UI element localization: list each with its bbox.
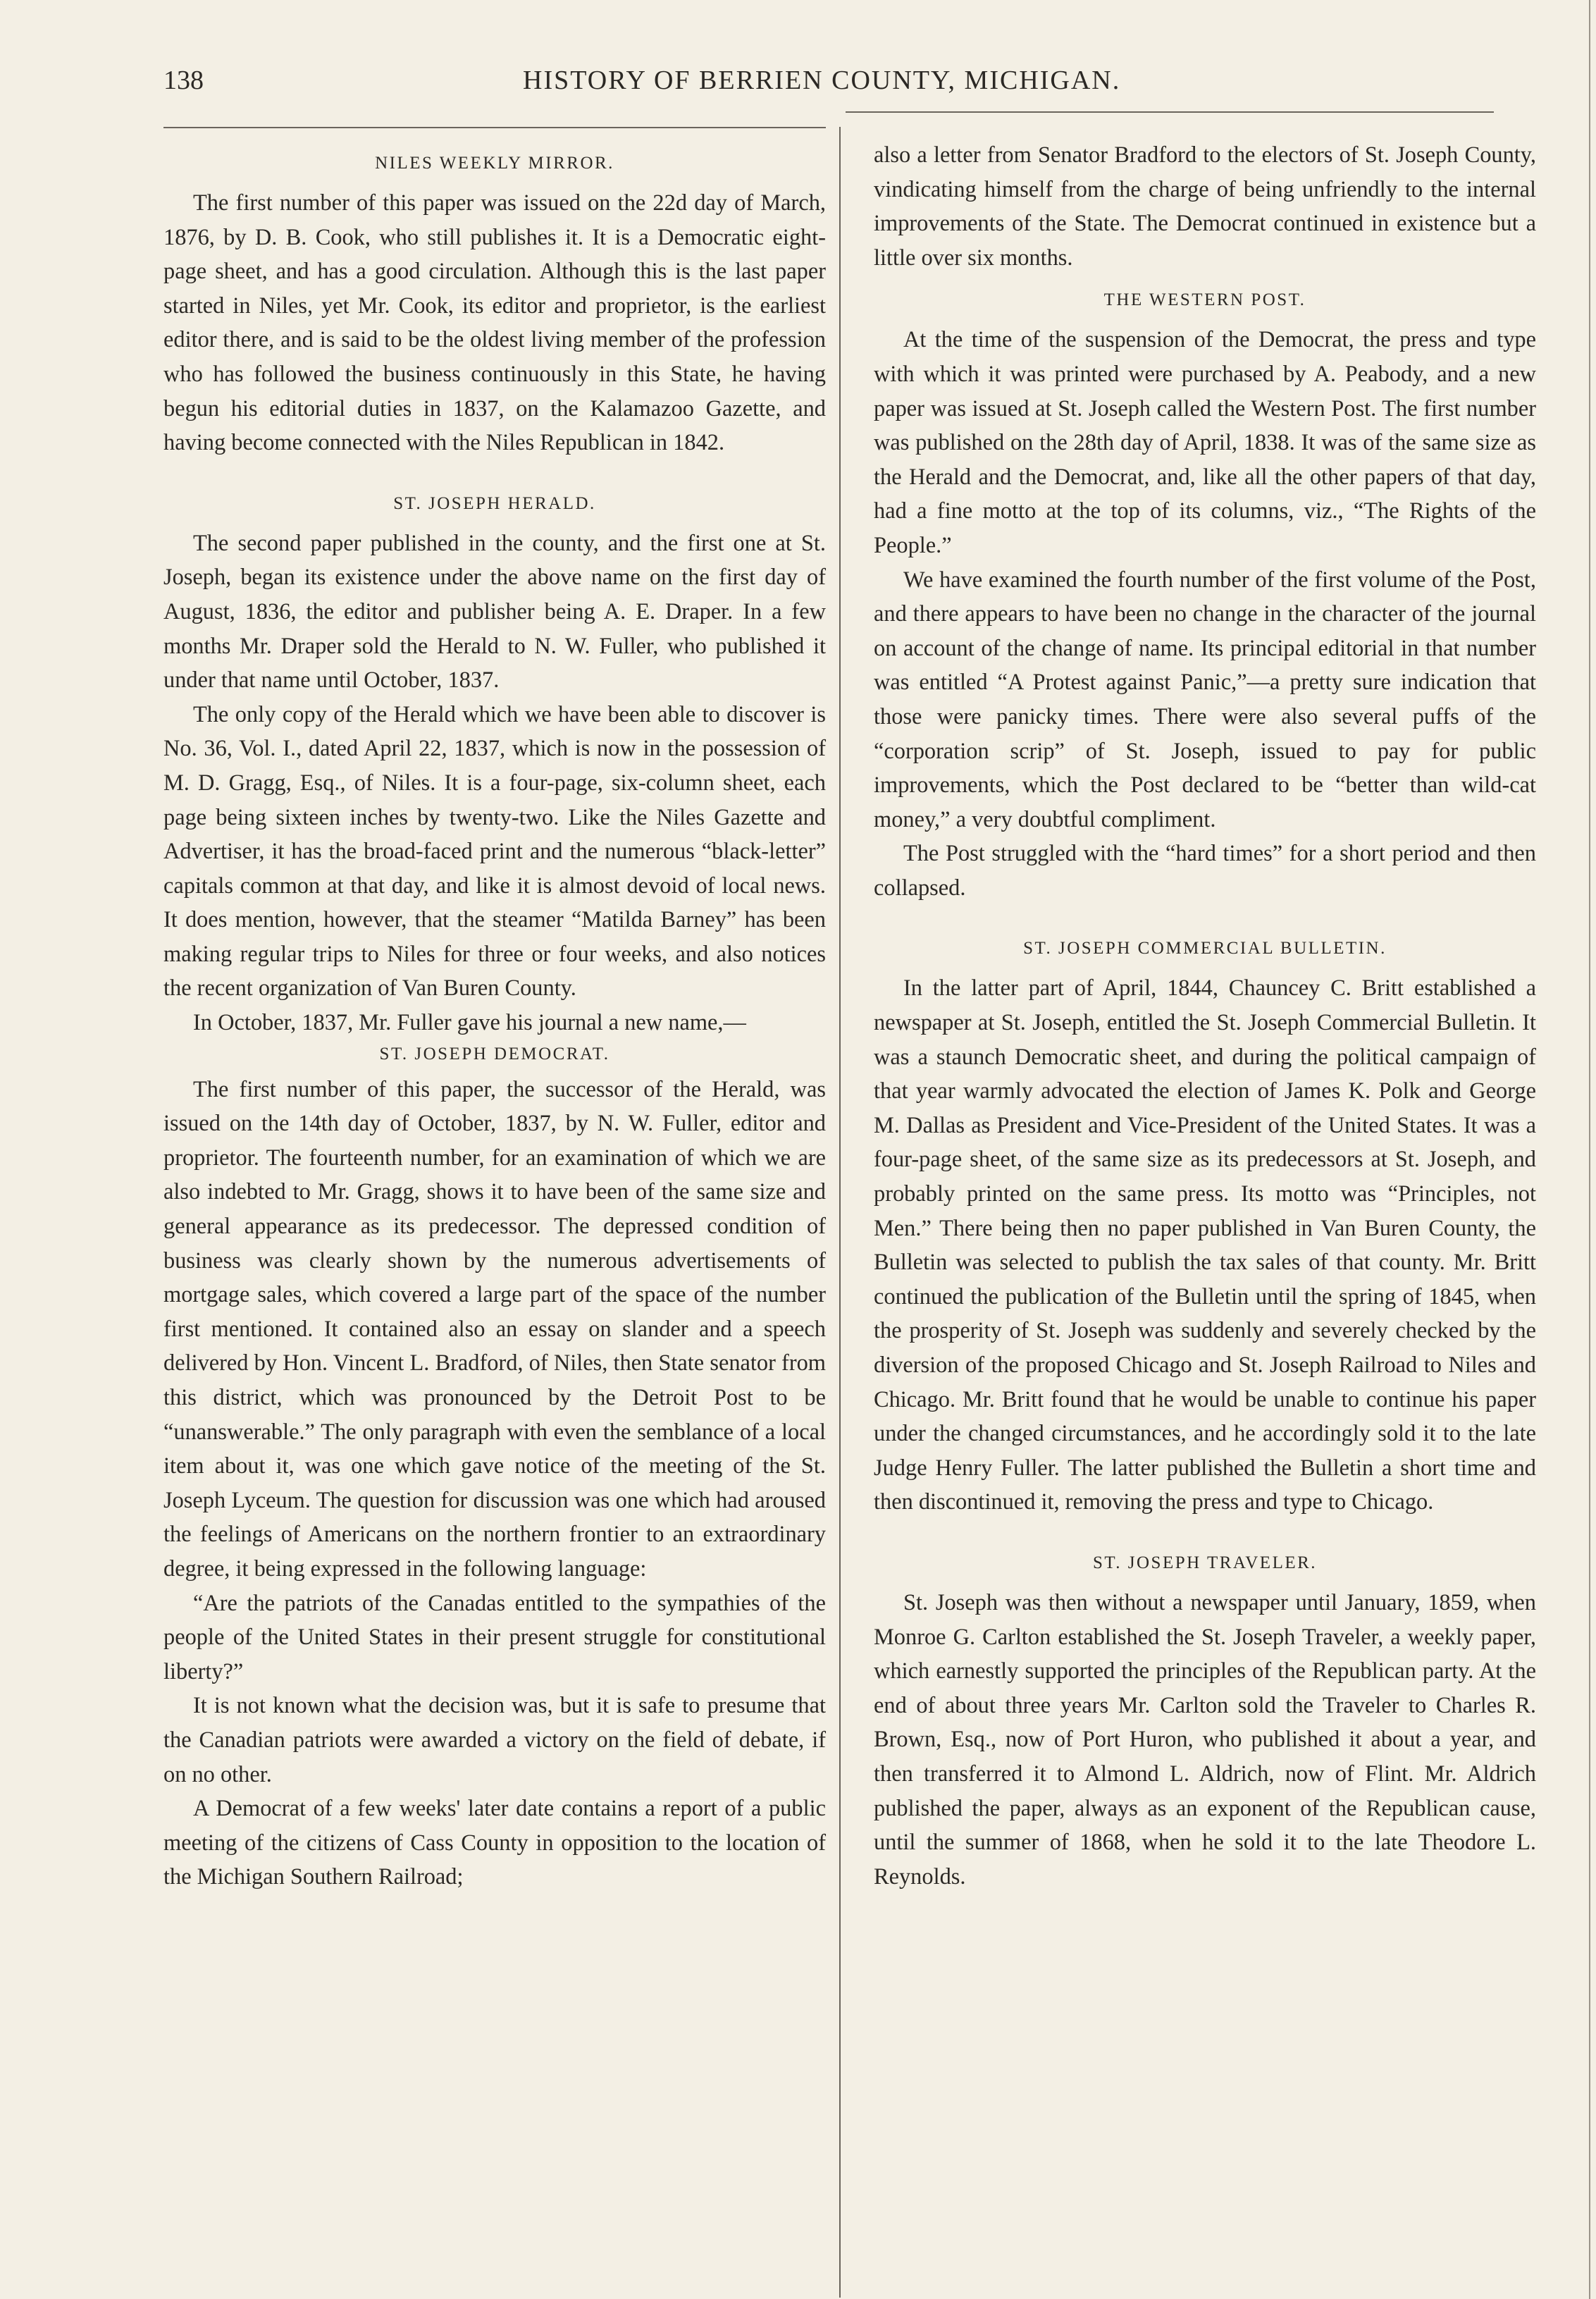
section-heading-the-western-post: THE WESTERN POST. — [1103, 290, 1306, 310]
page-edge-rule — [1589, 0, 1590, 2299]
quotation: “Are the patriots of the Canadas entitled to the sympathies of the people of the United States in their present struggle for constitutional liberty?” — [163, 1590, 826, 1684]
page-header — [163, 49, 1502, 106]
paragraph: The first number of this paper was issued on the 22d day of March, 1876, by D. B. Cook, who still publishes it. It is a Democratic eight-page sheet, and has a good circulation. Although this is the last paper started in Niles, yet Mr. Cook, its editor and proprietor, is the earliest editor there, and is said to be the oldest living member of the profession who has followed the business continuously in this State, he having begun his editorial duties in 1837, on the Kalamazoo Gazette, and having become connected with the Niles Republican in 1842. — [163, 190, 826, 456]
column-divider — [839, 127, 841, 2298]
paragraph: In October, 1837, Mr. Fuller gave his journal a new name,— — [193, 1010, 746, 1036]
header-rule-right — [846, 111, 1494, 113]
section-heading-st-joseph-democrat: ST. JOSEPH DEMOCRAT. — [379, 1044, 610, 1064]
header-rule-left — [163, 127, 826, 128]
right-column — [874, 138, 1536, 1894]
section-heading-st-joseph-commercial-bulletin: ST. JOSEPH COMMERCIAL BULLETIN. — [1023, 939, 1387, 959]
paragraph: We have examined the fourth number of the first volume of the Post, and there appears to have been no change in the character of the journal on account of the change of name. Its principal editorial in that number was entitled “A Protest against Panic,”—a pretty sure indication that those were panicky times. There were also several puffs of the “corporation scrip” of St. Joseph, issued to pay for public improvements, which the Post declared to be “better than wild-cat money,” a very doubtful compliment. — [874, 567, 1536, 832]
left-column — [163, 138, 826, 1894]
paragraph: The Post struggled with the “hard times” for a short period and then collapsed. — [874, 841, 1536, 901]
paragraph: The first number of this paper, the successor of the Herald, was issued on the 14th day of October, 1837, by N. W. Fuller, editor and proprietor. The fourteenth number, for an examination of which we are also indebted to Mr. Gragg, shows it to have been of the same size and general appearance as its predecessor. The depressed condition of business was clearly shown by the numerous advertisements of mortgage sales, which covered a large part of the space of the number first mentioned. It contained also an essay on slander and a speech delivered by Hon. Vincent L. Bradford, of Niles, then State senator from this district, which was pronounced by the Detroit Post to be “unanswerable.” The only paragraph with even the semblance of a local item about it, was one which gave notice of the meeting of the St. Joseph Lyceum. The question for discussion was one which had aroused the feelings of Americans on the northern frontier to an extraordinary degree, it being expressed in the following language: — [163, 1076, 826, 1582]
page-number: 138 — [163, 66, 204, 95]
paragraph: A Democrat of a few weeks' later date contains a report of a public meeting of the citizens of Cass County in opposition to the location of the Michigan Southern Railroad; — [163, 1796, 826, 1890]
paragraph: The only copy of the Herald which we have been able to discover is No. 36, Vol. I., dated April 22, 1837, which is now in the possession of M. D. Gragg, Esq., of Niles. It is a four-page, six-column sheet, each page being sixteen inches by twenty-two. Like the Niles Gazette and Advertiser, it has the broad-faced print and the numerous “black-letter” capitals common at that day, and like it is almost devoid of local news. It does mention, however, that the steamer “Matilda Barney” has been making regular trips to Niles for three or four weeks, and also notices the recent organization of Van Buren County. — [163, 701, 826, 1001]
paragraph: St. Joseph was then without a newspaper until January, 1859, when Monroe G. Carlton established the St. Joseph Traveler, a weekly paper, which earnestly supported the principles of the Republican party. At the end of about three years Mr. Carlton sold the Traveler to Charles R. Brown, Esq., now of Port Huron, who published it about a year, and then transferred it to Almond L. Aldrich, now of Flint. Mr. Aldrich published the paper, always as an exponent of the Republican cause, until the summer of 1868, when he sold it to the late Theodore L. Reynolds. — [874, 1589, 1536, 1890]
paragraph: The second paper published in the county, and the first one at St. Joseph, began its existence under the above name on the first day of August, 1836, the editor and publisher being A. E. Draper. In a few months Mr. Draper sold the Herald to N. W. Fuller, who published it under that name until October, 1837. — [163, 530, 826, 694]
paragraph: It is not known what the decision was, but it is safe to presume that the Canadian patriots were awarded a victory on the field of debate, if on no other. — [163, 1693, 826, 1787]
section-heading-niles-weekly-mirror: NILES WEEKLY MIRROR. — [375, 154, 614, 173]
running-title: HISTORY OF BERRIEN COUNTY, MICHIGAN. — [523, 66, 1121, 95]
paragraph: In the latter part of April, 1844, Chauncey C. Britt established a newspaper at St. Joseph, entitled the St. Joseph Commercial Bulletin. It was a staunch Democratic sheet, and during the political campaign of that year warmly advocated the election of James K. Polk and George M. Dallas as President and Vice-President of the United States. It was a four-page sheet, of the same size as its predecessors at St. Joseph, and probably printed on the same press. Its motto was “Principles, not Men.” There being then no paper published in Van Buren County, the Bulletin was selected to publish the tax sales of that county. Mr. Britt continued the publication of the Bulletin until the spring of 1845, when the prosperity of St. Joseph was suddenly and severely checked by the diversion of the proposed Chicago and St. Joseph Railroad to Niles and Chicago. Mr. Britt found that he would be unable to continue his paper under the changed circumstances, and he accordingly sold it to the late Judge Henry Fuller. The latter published the Bulletin a short time and then discontinued it, removing the press and type to Chicago. — [874, 975, 1536, 1515]
paragraph-continued: also a letter from Senator Bradford to the electors of St. Joseph County, vindicating himself from the charge of being unfriendly to the internal improvements of the State. The Democrat continued in existence but a little over six months. — [874, 142, 1536, 271]
paragraph: At the time of the suspension of the Democrat, the press and type with which it was printed were purchased by A. Peabody, and a new paper was issued at St. Joseph called the Western Post. The first number was published on the 28th day of April, 1838. It was of the same size as the Herald and the Democrat, and, like all the other papers of that day, had a fine motto at the top of its columns, viz., “The Rights of the People.” — [874, 327, 1536, 558]
section-heading-st-joseph-herald: ST. JOSEPH HERALD. — [393, 493, 596, 513]
section-heading-st-joseph-traveler: ST. JOSEPH TRAVELER. — [1092, 1553, 1318, 1572]
